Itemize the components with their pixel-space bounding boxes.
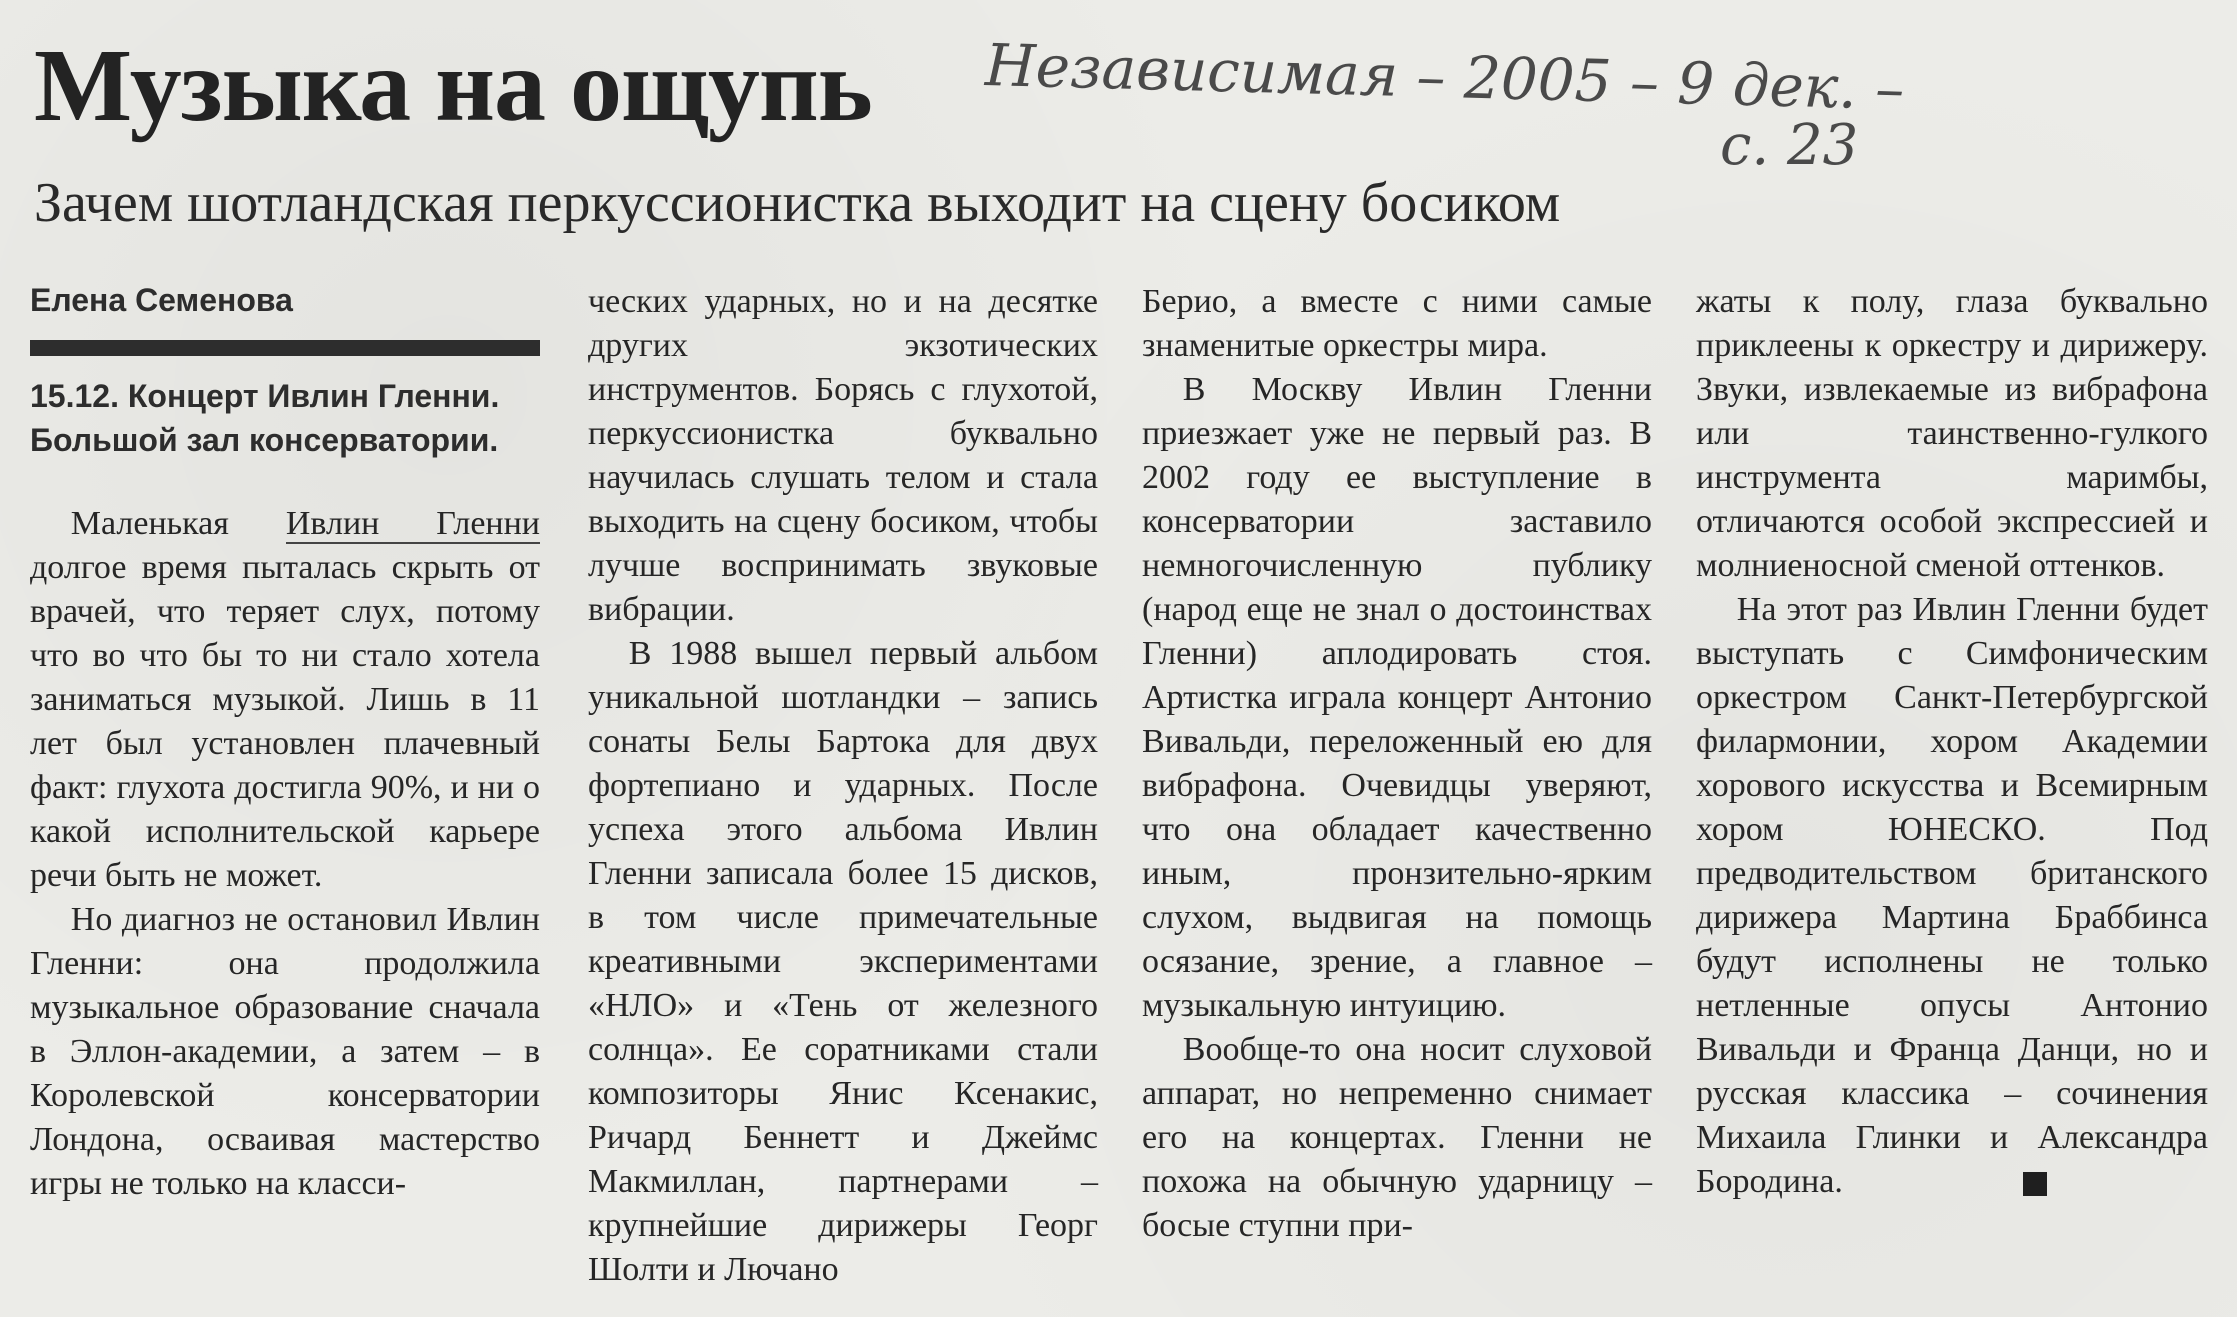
event-announcement: 15.12. Концерт Ивлин Гленни. Большой зал консерватории. <box>30 378 500 458</box>
paragraph-text: На этот раз Ивлин Гленни будет выступать с Симфоническим оркестром Санкт-Петербургской филармонии, хором Академии хорового искусства и Всемирным хором ЮНЕСКО. Под предводительством британского дирижера Мартина Браббинса будут исполнены не только нетленные опусы Антонио Вивальди и Франца Данци, но и русская классика – сочинения Михаила Глинки и Александра Бородина. <box>1696 591 2208 1200</box>
paragraph <box>30 502 540 898</box>
handwritten-page-note: с. 23 <box>1720 113 1859 178</box>
article-column-4 <box>1696 280 2208 1204</box>
paragraph: Но диагноз не остановил Ивлин Гленни: она продолжила музыкальное образование сначала в Эллон-академии, а затем – в Королевской консерватории Лондона, осваивая мастерство игры не только на класси- <box>30 901 540 1202</box>
byline: Елена Семенова <box>30 282 293 318</box>
paragraph: В Москву Ивлин Гленни приезжает уже не первый раз. В 2002 году ее выступление в консерватории заставило немногочисленную публику (народ еще не знал о достоинствах Гленни) аплодировать стоя. Артистка играла концерт Антонио Вивальди, переложенный ею для вибрафона. Очевидцы уверяют, что она обладает качественно иным, пронзительно-ярким слухом, выдвигая на помощь осязание, зрение, а главное – музыкальную интуицию. <box>1142 371 1652 1024</box>
article-column-3 <box>1142 280 1652 1248</box>
handwritten-source-note: Независимая – 2005 – 9 дек. – <box>984 30 1906 124</box>
article-column-1 <box>30 280 540 1206</box>
subheadline: Зачем шотландская перкуссионистка выходит на сцену босиком <box>34 172 1561 234</box>
paragraph <box>1696 588 2208 1204</box>
paragraph-lead: Маленькая <box>70 505 286 542</box>
headline: Музыка на ощупь <box>34 28 872 143</box>
paragraph-text: долгое время пыталась скрыть от врачей, что теряет слух, потому что во что бы то ни стало хотела заниматься музыкой. Лишь в 11 лет был установлен плачевный факт: глухота достигла 90%, и ни о какой исполнительской карьере речи быть не может. <box>30 549 540 894</box>
artist-name: Ивлин Гленни <box>285 505 540 542</box>
paragraph: В 1988 вышел первый альбом уникальной шотландки – запись сонаты Белы Бартока для двух фортепиано и ударных. После успеха этого альбома Ивлин Гленни записала более 15 дисков, в том числе примечательные креативными экспериментами «НЛО» и «Тень от железного солнца». Ее соратниками стали композиторы Янис Ксенакис, Ричард Беннетт и Джеймс Макмиллан, партнерами – крупнейшие дирижеры Георг Шолти и Лючано <box>588 635 1098 1288</box>
paragraph: жаты к полу, глаза буквально приклеены к оркестру и дирижеру. Звуки, извлекаемые из вибрафона или таинственно-гулкого инструмента маримбы, отличаются особой экспрессией и молниеносной сменой оттенков. <box>1696 283 2208 584</box>
paragraph: ческих ударных, но и на десятке других экзотических инструментов. Борясь с глухотой, перкуссионистка буквально научилась слушать телом и стала выходить на сцену босиком, чтобы лучше воспринимать звуковые вибрации. <box>588 283 1098 628</box>
end-of-article-mark <box>2023 1172 2047 1196</box>
paragraph: Вообще-то она носит слуховой аппарат, но непременно снимает его на концертах. Гленни не похожа на обычную ударницу – босые ступни при- <box>1142 1031 1652 1244</box>
paragraph: Берио, а вместе с ними самые знаменитые оркестры мира. <box>1142 283 1652 364</box>
byline-rule <box>30 340 540 356</box>
article-column-2 <box>588 280 1098 1292</box>
